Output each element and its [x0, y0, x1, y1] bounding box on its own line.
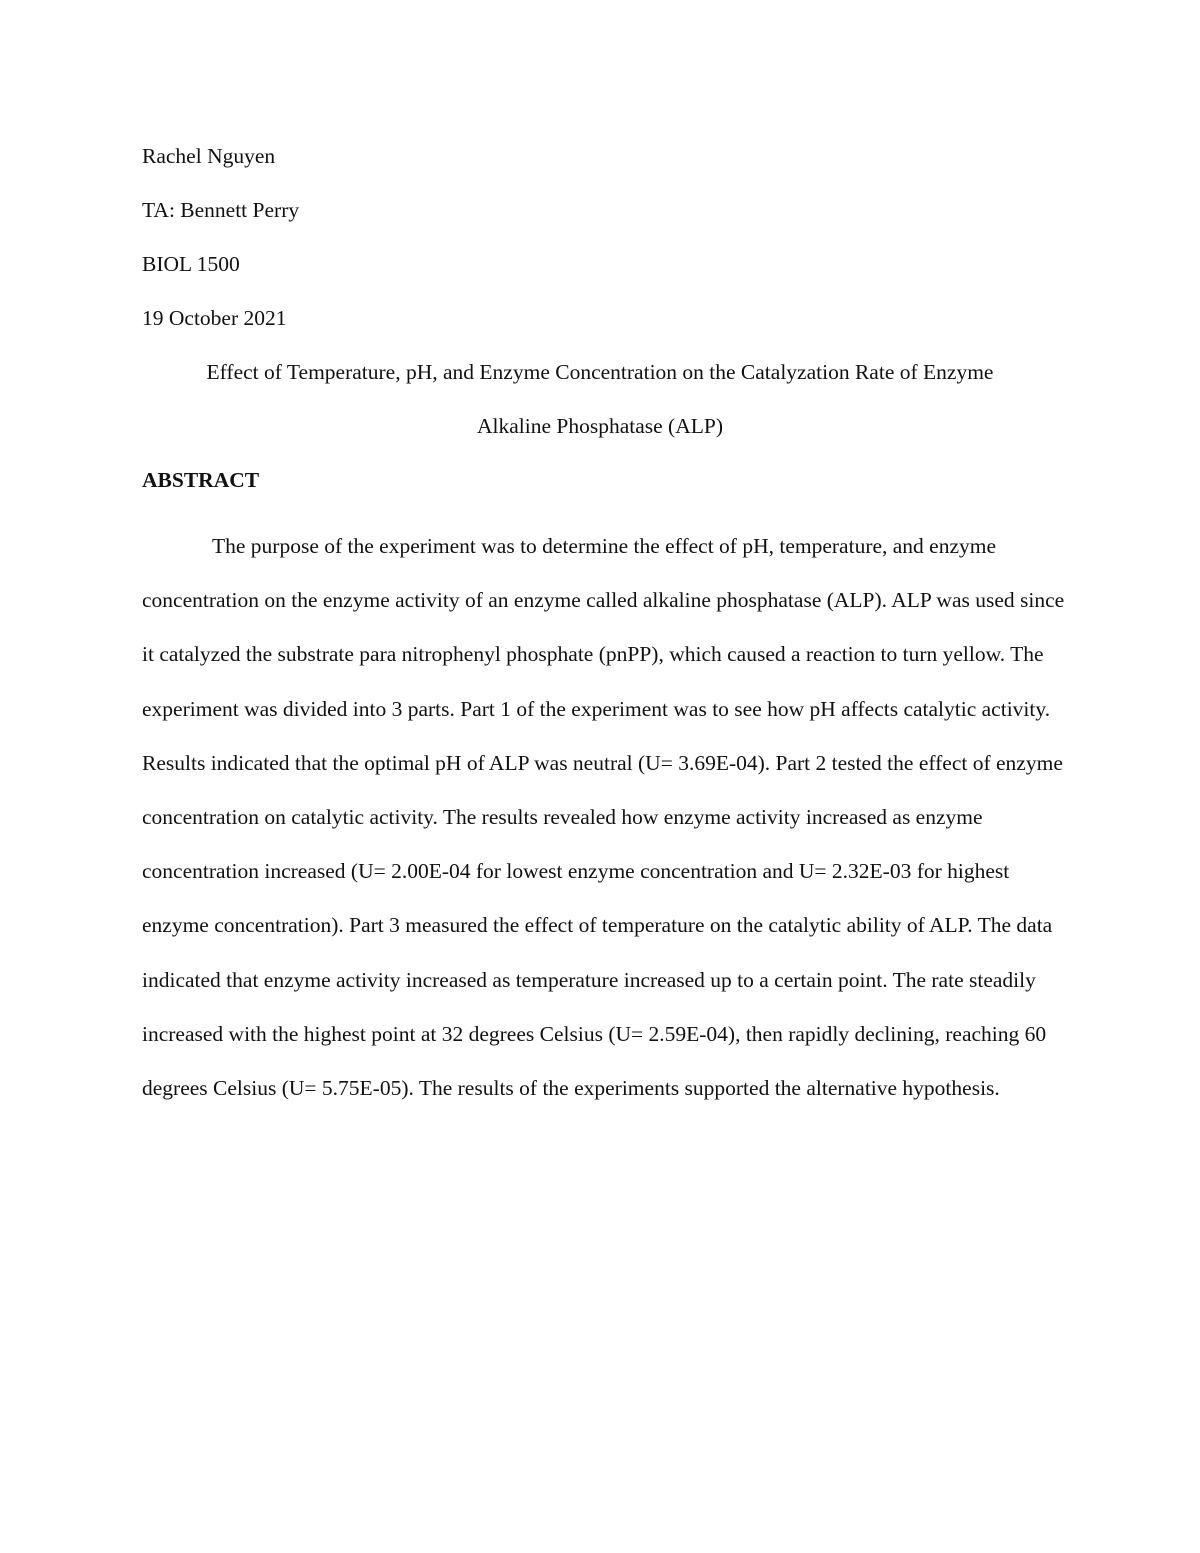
- ta-name: TA: Bennett Perry: [142, 198, 300, 222]
- abstract-heading: ABSTRACT: [142, 468, 260, 492]
- author-name: Rachel Nguyen: [142, 144, 276, 168]
- paper-title-line-1: Effect of Temperature, pH, and Enzyme Concentration on the Catalyzation Rate of Enzyme: [206, 360, 994, 384]
- document-date: 19 October 2021: [142, 306, 287, 330]
- paper-title-line-2: Alkaline Phosphatase (ALP): [476, 414, 723, 438]
- course-code: BIOL 1500: [142, 252, 240, 276]
- abstract-paragraph: The purpose of the experiment was to determine the effect of pH, temperature, and enzyme concentration on the enzyme activity of an enzyme called alkaline phosphatase (ALP). ALP was used since it catalyzed the substrate para nitrophenyl phosphate (pnPP), which caused a reaction to turn yellow. The experiment was divided into 3 parts. Part 1 of the experiment was to see how pH affects catalytic activity. Results indicated that the optimal pH of ALP was neutral (U= 3.69E-04). Part 2 tested the effect of enzyme concentration on catalytic activity. The results revealed how enzyme activity increased as enzyme concentration increased (U= 2.00E-04 for lowest enzyme concentration and U= 2.32E-03 for highest enzyme concentration). Part 3 measured the effect of temperature on the catalytic ability of ALP. The data indicated that enzyme activity increased as temperature increased up to a certain point. The rate steadily increased with the highest point at 32 degrees Celsius (U= 2.59E-04), then rapidly declining, reaching 60 degrees Celsius (U= 5.75E-05). The results of the experiments supported the alternative hypothesis.: [142, 534, 1065, 1101]
